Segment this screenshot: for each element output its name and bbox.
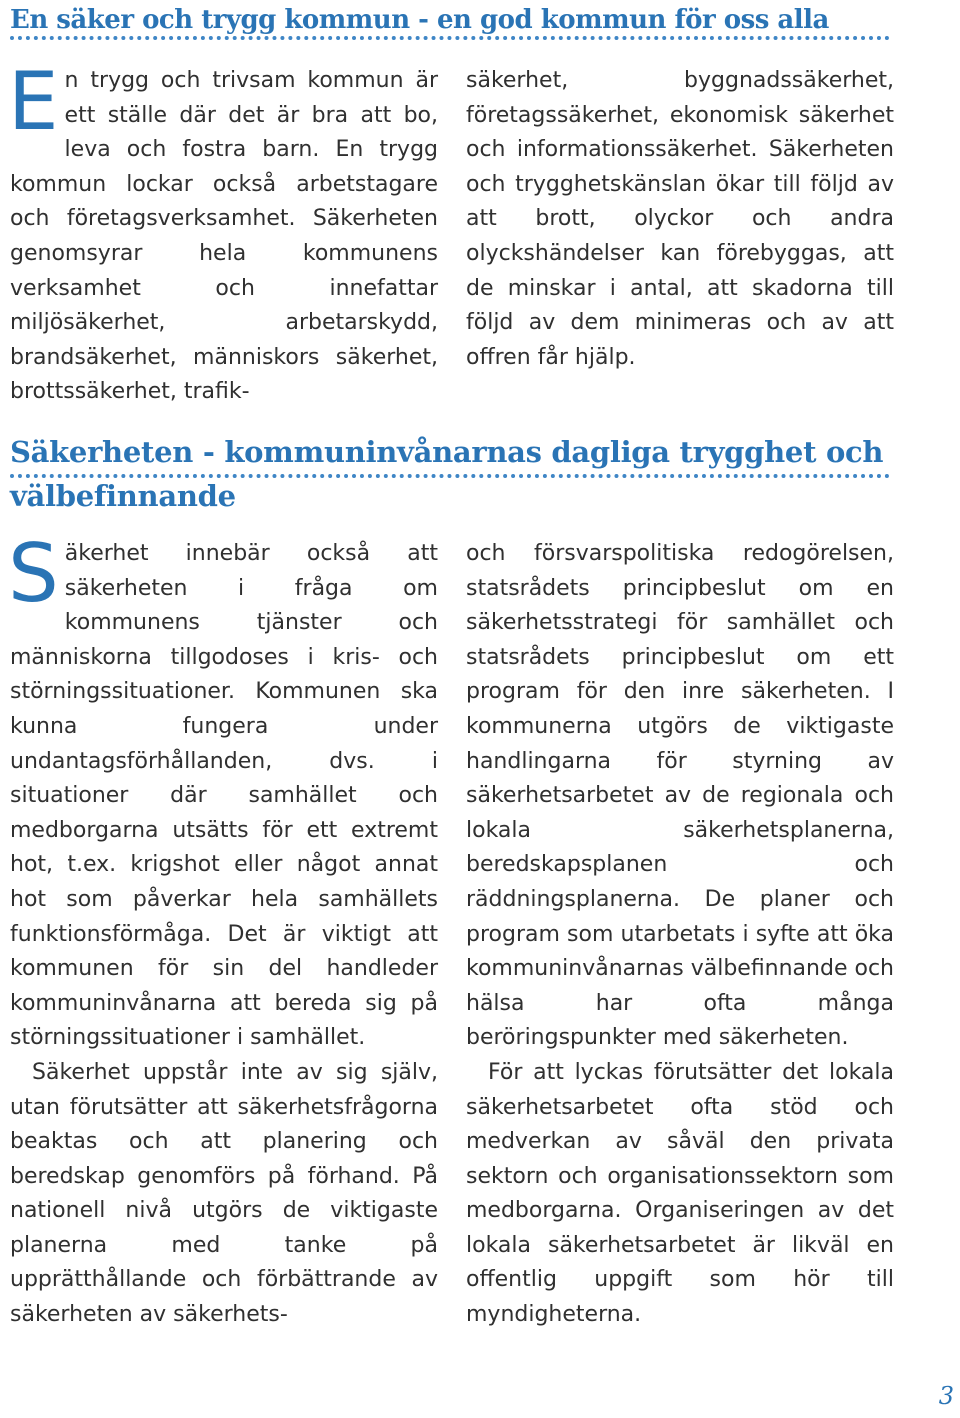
section2-left-paragraph2: Säkerhet uppstår inte av sig själv, utan förutsätter att säkerhetsfrågorna beaktas och att planering och beredskap genomförs på förhand. På nationell nivå utgörs de viktigaste planerna med tanke på upprätthållande och förbättrande av säkerheten av säkerhets- — [10, 1059, 438, 1328]
section1-left-text: n trygg och trivsam kommun är ett ställe där det är bra att bo, leva och fostra barn. En trygg kommun lockar också arbetstagare och företagsverksamhet. Säkerheten genomsyrar hela kommunens verksamhet och innefattar miljösäkerhet, arbetarskydd, brandsäkerhet, människors säkerhet, brottssäkerhet, trafik- — [10, 68, 438, 405]
dropcap-s: S — [8, 527, 59, 620]
page-number: 3 — [938, 1382, 954, 1410]
section2-right-paragraph1: och försvarspolitiska redogörelsen, statsrådets principbeslut om en säkerhetsstrategi för samhället och statsrådets principbeslut om ett program för den inre säkerheten. I kommunerna utgörs de viktigaste handlingarna för styrning av säkerhetsarbetet av de regionala och lokala säkerhetsplanerna, beredskapsplanen och räddningsplanerna. De planer och program som utarbetats i syfte att öka kommuninvånarnas välbefinnande och hälsa har ofta många beröringspunkter med säkerheten. — [466, 541, 894, 1051]
section-heading-line2: välbefinnande — [10, 479, 236, 513]
section1-column-left — [8, 55, 438, 410]
page-heading: En säker och trygg kommun - en god kommun för oss alla — [10, 5, 829, 35]
section2-left-paragraph1: äkerhet innebär också att säkerheten i fråga om kommunens tjänster och människorna tillgodoses i kris- och störningssituationer. Kommunen ska kunna fungera under undantagsförhållanden, dvs. i situationer där samhället och medborgarna utsätts för ett extremt hot, t.ex. krigshot eller något annat hot som påverkar hela samhällets funktionsförmåga. Det är viktigt att kommunen för sin del handleder kommuninvånarna att bereda sig på störningssituationer i samhället. — [10, 541, 438, 1051]
section2-right-paragraph2: För att lyckas förutsätter det lokala säkerhetsarbetet ofta stöd och medverkan av såväl den privata sektorn och organisationssektorn som medborgarna. Organiseringen av det lokala säkerhetsarbetet är likväl en offentlig uppgift som hör till myndigheterna. — [466, 1059, 894, 1328]
section2-column-right — [466, 537, 894, 1333]
dropcap-e: E — [8, 55, 59, 148]
section1-column-right — [466, 64, 894, 375]
section-heading-line1: Säkerheten - kommuninvånarnas dagliga trygghet och — [10, 435, 884, 469]
section2-column-left — [8, 527, 438, 1333]
section1-right-text: säkerhet, byggnadssäkerhet, företagssäkerhet, ekonomisk säkerhet och informationssäkerhet. Säkerheten och trygghetskänslan ökar till följd av att brott, olyckor och andra olyckshändelser kan förebyggas, att de minskar i antal, att skadorna till följd av dem minimeras och av att offren får hjälp. — [466, 68, 894, 370]
heading-dotted-rule — [10, 36, 890, 40]
